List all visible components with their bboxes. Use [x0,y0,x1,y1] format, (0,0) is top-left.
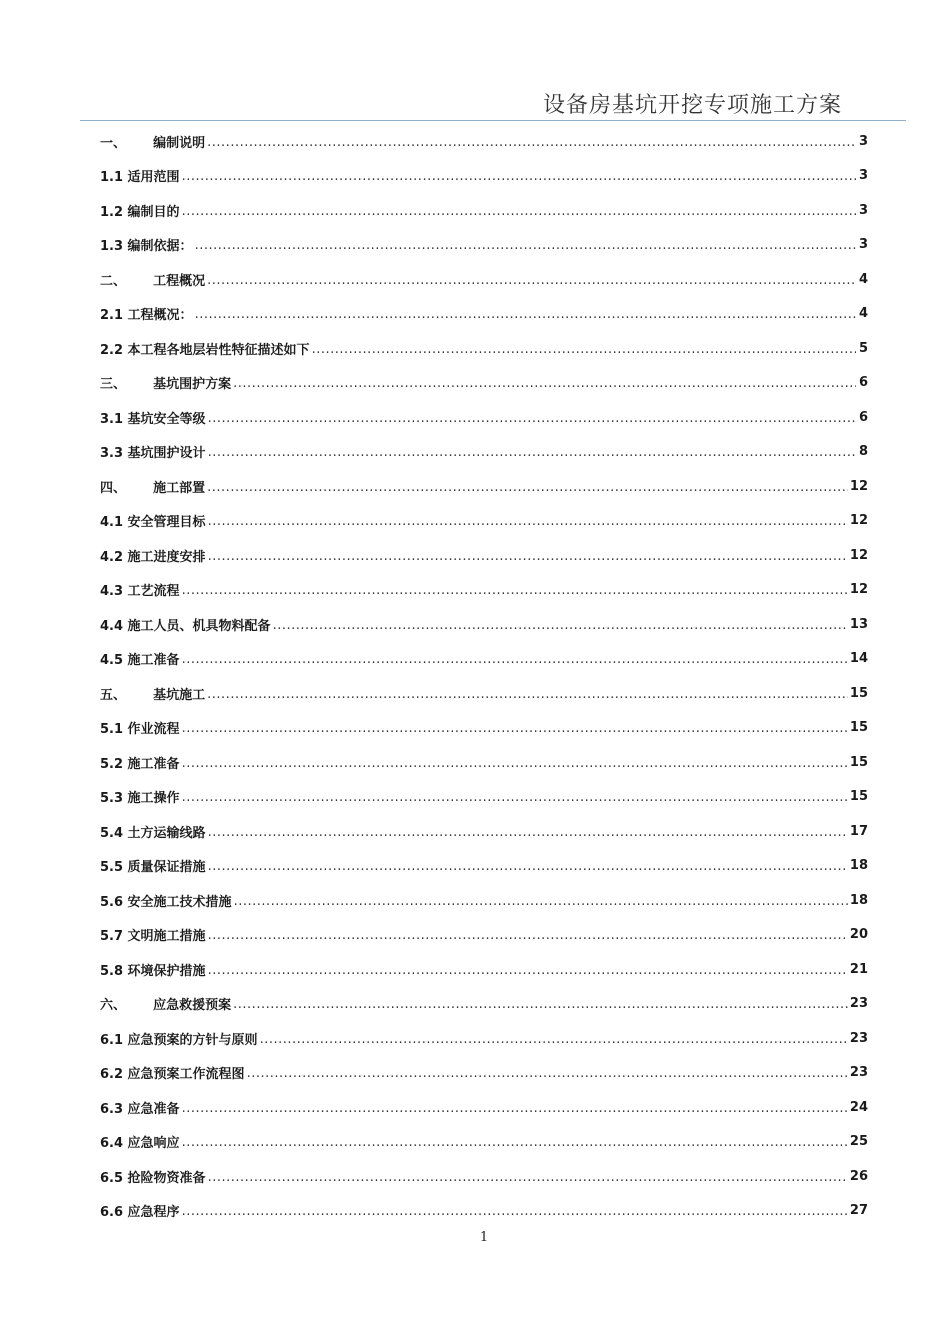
toc-entry-label: 5.3 施工操作 [100,791,180,807]
toc-entry-page: 21 [849,961,868,977]
toc-entry[interactable] [100,849,868,884]
toc-entry[interactable] [100,159,868,194]
toc-entry[interactable] [100,1021,868,1056]
toc-entry-page: 3 [858,202,868,218]
toc-entry-label: 一、 编制说明 [100,135,206,151]
toc-entry-page: 15 [849,685,868,701]
toc-entry[interactable] [100,228,868,263]
toc-dot-leader [208,963,848,978]
toc-entry[interactable] [100,711,868,746]
toc-entry-page: 12 [849,478,868,494]
toc-entry-page: 8 [858,444,868,460]
toc-dot-leader [182,204,856,219]
toc-entry-label: 4.2 施工进度安排 [100,549,206,565]
toc-entry[interactable] [100,1125,868,1160]
toc-entry-label: 6.5 抢险物资准备 [100,1170,206,1186]
toc-entry-page: 26 [849,1168,868,1184]
toc-dot-leader [208,445,856,460]
toc-entry-label: 6.4 应急响应 [100,1136,180,1152]
toc-dot-leader [208,411,856,426]
toc-dot-leader [182,790,848,805]
toc-entry-label: 6.1 应急预案的方针与原则 [100,1032,258,1048]
toc-entry-label: 4.1 安全管理目标 [100,515,206,531]
toc-entry[interactable] [100,331,868,366]
toc-entry-page: 12 [849,582,868,598]
toc-dot-leader [208,825,848,840]
toc-dot-leader [182,583,848,598]
toc-dot-leader [182,652,848,667]
toc-entry-label: 6.3 应急准备 [100,1101,180,1117]
toc-dot-leader [207,135,856,150]
toc-dot-leader [208,1170,848,1185]
toc-entry-page: 15 [849,789,868,805]
toc-entry-label: 6.2 应急预案工作流程图 [100,1067,245,1083]
toc-dot-leader [207,687,848,702]
toc-dot-leader [182,1135,848,1150]
toc-dot-leader [260,1032,848,1047]
toc-entry-label: 2.1 工程概况： [100,308,193,324]
toc-entry-page: 18 [849,892,868,908]
toc-entry[interactable] [100,1194,868,1229]
toc-entry-page: 25 [849,1134,868,1150]
toc-entry-page: 3 [858,237,868,253]
toc-entry[interactable] [100,469,868,504]
toc-entry[interactable] [100,745,868,780]
toc-dot-leader [208,549,848,564]
toc-entry-label: 三、 基坑围护方案 [100,377,232,393]
toc-entry-page: 24 [849,1099,868,1115]
toc-entry-page: 6 [858,409,868,425]
toc-entry[interactable] [100,400,868,435]
toc-dot-leader [208,928,848,943]
toc-dot-leader [195,307,856,322]
toc-dot-leader [182,169,856,184]
toc-entry-label: 6.6 应急程序 [100,1205,180,1221]
toc-entry[interactable] [100,918,868,953]
toc-entry-label: 五、 基坑施工 [100,687,206,703]
toc-dot-leader [182,756,848,771]
toc-entry-page: 3 [858,168,868,184]
toc-dot-leader [233,997,848,1012]
toc-entry-label: 4.4 施工人员、机具物料配备 [100,618,271,634]
toc-entry[interactable] [100,1090,868,1125]
toc-entry-label: 2.2 本工程各地层岩性特征描述如下 [100,342,310,358]
toc-entry[interactable] [100,780,868,815]
toc-dot-leader [273,618,848,633]
toc-entry-label: 二、 工程概况 [100,273,206,289]
toc-entry-label: 1.3 编制依据： [100,239,193,255]
toc-entry-label: 5.2 施工准备 [100,756,180,772]
toc-dot-leader [312,342,856,357]
toc-dot-leader [182,721,848,736]
toc-entry-label: 六、 应急救援预案 [100,998,232,1014]
toc-entry-page: 12 [849,513,868,529]
toc-entry[interactable] [100,1056,868,1091]
toc-entry[interactable] [100,435,868,470]
toc-entry-label: 3.3 基坑围护设计 [100,446,206,462]
toc-dot-leader [195,238,856,253]
toc-dot-leader [247,1066,848,1081]
toc-entry-page: 27 [849,1203,868,1219]
toc-entry[interactable] [100,538,868,573]
toc-entry[interactable] [100,676,868,711]
toc-entry-label: 四、 施工部置 [100,480,206,496]
toc-dot-leader [208,859,848,874]
toc-entry[interactable] [100,262,868,297]
toc-entry-label: 3.1 基坑安全等级 [100,411,206,427]
toc-entry-label: 5.7 文明施工措施 [100,929,206,945]
toc-dot-leader [207,480,848,495]
toc-entry[interactable] [100,573,868,608]
toc-entry-page: 18 [849,858,868,874]
toc-entry-label: 1.1 适用范围 [100,170,180,186]
toc-entry[interactable] [100,193,868,228]
toc-entry[interactable] [100,297,868,332]
toc-entry[interactable] [100,607,868,642]
toc-entry[interactable] [100,642,868,677]
toc-dot-leader [234,894,848,909]
toc-entry[interactable] [100,814,868,849]
page-number: 1 [479,1230,489,1245]
toc-entry-page: 20 [849,927,868,943]
toc-entry-page: 23 [849,1065,868,1081]
toc-dot-leader [182,1101,848,1116]
toc-entry-page: 12 [849,547,868,563]
toc-entry-page: 23 [849,996,868,1012]
toc-entry-label: 5.1 作业流程 [100,722,180,738]
toc-entry-label: 5.8 环境保护措施 [100,963,206,979]
toc-entry[interactable] [100,1159,868,1194]
toc-dot-leader [208,514,848,529]
toc-entry-page: 15 [849,720,868,736]
toc-dot-leader [207,273,856,288]
toc-entry-page: 23 [849,1030,868,1046]
toc-entry-page: 5 [858,340,868,356]
toc-entry-page: 15 [849,754,868,770]
toc-entry-label: 1.2 编制目的 [100,204,180,220]
toc-entry[interactable] [100,987,868,1022]
toc-entry-label: 5.6 安全施工技术措施 [100,894,232,910]
toc-entry-label: 4.5 施工准备 [100,653,180,669]
toc-entry[interactable] [100,504,868,539]
toc-entry-page: 4 [858,306,868,322]
toc-entry-label: 5.4 土方运输线路 [100,825,206,841]
toc-entry[interactable] [100,883,868,918]
toc-dot-leader [182,1204,848,1219]
toc-entry[interactable] [100,124,868,159]
toc-entry-page: 4 [858,271,868,287]
document-header-title: 设备房基坑开挖专项施工方案 [542,93,842,118]
toc-entry-page: 3 [858,133,868,149]
toc-dot-leader [233,376,856,391]
table-of-contents [100,124,868,1228]
toc-entry[interactable] [100,952,868,987]
toc-entry-page: 14 [849,651,868,667]
toc-entry-label: 5.5 质量保证措施 [100,860,206,876]
toc-entry[interactable] [100,366,868,401]
toc-entry-page: 6 [858,375,868,391]
toc-entry-page: 13 [849,616,868,632]
toc-entry-label: 4.3 工艺流程 [100,584,180,600]
header-divider [80,120,906,121]
toc-entry-page: 17 [849,823,868,839]
